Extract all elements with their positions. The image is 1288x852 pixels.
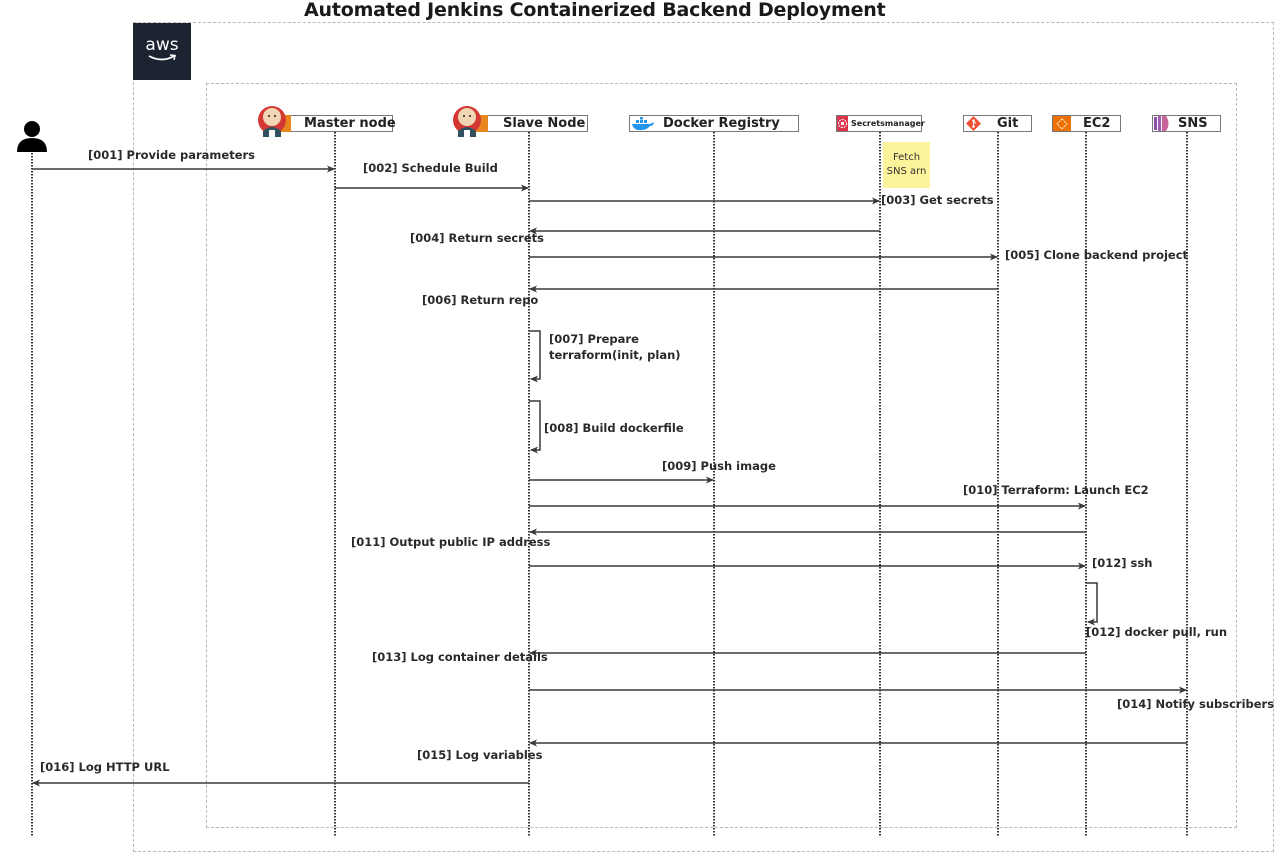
participant-label: SNS <box>1178 116 1208 131</box>
message-010-label: [010] Terraform: Launch EC2 <box>963 483 1149 497</box>
message-013-label: [013] Log container details <box>372 650 548 664</box>
message-012b-label: [012] docker pull, run <box>1086 625 1228 639</box>
secrets-manager-icon <box>837 116 848 131</box>
note-line: Fetch <box>892 152 921 163</box>
participant-label: Secretsmanager <box>851 119 925 128</box>
message-016-label: [016] Log HTTP URL <box>40 760 170 774</box>
participant-label: Git <box>997 116 1019 131</box>
participant-ec2[interactable] <box>1052 115 1121 132</box>
message-002-label: [002] Schedule Build <box>363 161 498 175</box>
participant-docker-registry[interactable] <box>629 115 799 132</box>
self-message-arrow-007 <box>529 331 540 379</box>
ec2-icon <box>1053 116 1071 131</box>
participant-sns[interactable] <box>1152 115 1221 132</box>
message-003-label: [003] Get secrets <box>881 193 994 207</box>
user-icon <box>16 120 48 152</box>
participant-secretsmanager[interactable] <box>836 115 925 132</box>
participant-label: Slave Node <box>503 116 586 131</box>
self-message-arrow-008 <box>529 401 540 450</box>
message-007-label-line2: terraform(init, plan) <box>549 348 681 362</box>
jenkins-icon <box>452 103 484 139</box>
sns-icon <box>1154 116 1172 131</box>
participant-slave-node[interactable] <box>485 115 588 132</box>
participant-label: Docker Registry <box>663 116 780 131</box>
jenkins-icon <box>257 103 289 139</box>
participant-label: EC2 <box>1083 116 1111 131</box>
diagram-title: Automated Jenkins Containerized Backend Deployment <box>304 0 886 21</box>
message-015-label: [015] Log variables <box>417 748 543 762</box>
self-message-arrow-012b <box>1086 583 1097 622</box>
participant-label: Master node <box>304 116 396 131</box>
participant-git[interactable] <box>963 115 1032 132</box>
aws-logo-text: aws <box>145 34 179 55</box>
note-fetch-sns-arn <box>883 142 930 188</box>
git-icon <box>965 116 982 131</box>
message-012a-label: [012] ssh <box>1092 556 1153 570</box>
message-014-label: [014] Notify subscribers <box>1117 697 1275 711</box>
message-007-label: [007] Prepare <box>549 332 639 346</box>
message-008-label: [008] Build dockerfile <box>544 421 684 435</box>
docker-whale-icon <box>631 117 655 131</box>
message-011-label: [011] Output public IP address <box>351 535 551 549</box>
note-line: SNS arn <box>886 166 927 177</box>
message-006-label: [006] Return repo <box>422 293 539 307</box>
participant-master-node[interactable] <box>290 115 396 132</box>
message-009-label: [009] Push image <box>662 459 776 473</box>
message-005-label: [005] Clone backend project <box>1005 248 1189 262</box>
message-001-label: [001] Provide parameters <box>88 148 256 162</box>
message-004-label: [004] Return secrets <box>410 231 544 245</box>
